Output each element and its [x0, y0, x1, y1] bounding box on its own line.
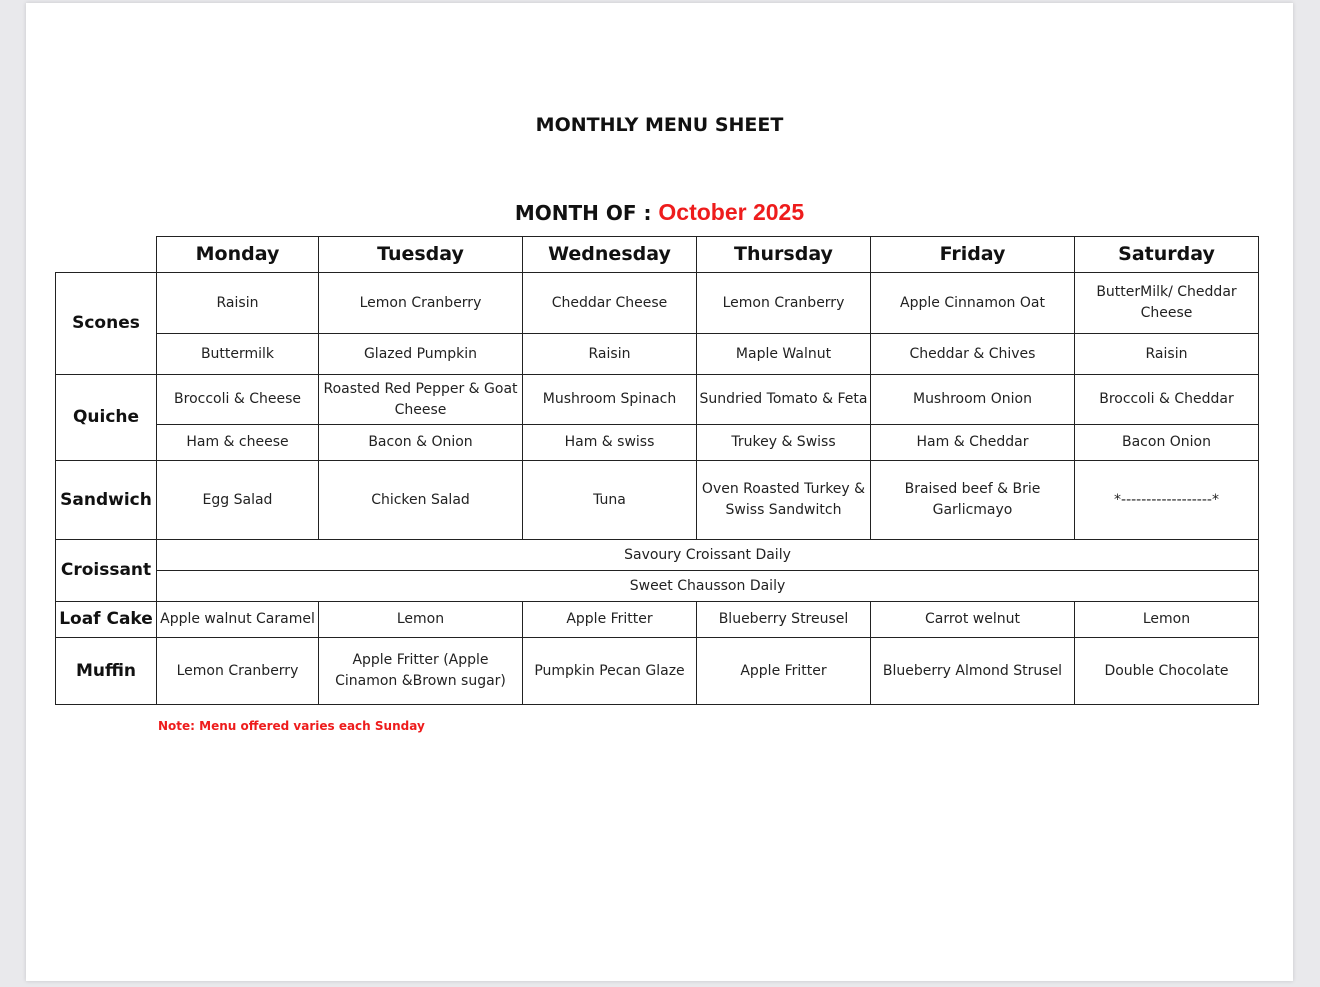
menu-cell: Bacon Onion	[1074, 424, 1259, 461]
menu-cell: Cheddar & Chives	[870, 333, 1075, 375]
menu-cell: Lemon Cranberry	[156, 637, 319, 705]
menu-cell: Apple walnut Caramel	[156, 601, 319, 638]
menu-cell: Lemon	[1074, 601, 1259, 638]
menu-cell: Apple Fritter	[696, 637, 871, 705]
menu-cell: Braised beef & Brie Garlicmayo	[870, 460, 1075, 540]
menu-cell: Pumpkin Pecan Glaze	[522, 637, 697, 705]
menu-cell: Broccoli & Cheddar	[1074, 374, 1259, 425]
menu-cell: Mushroom Spinach	[522, 374, 697, 425]
menu-cell: Lemon Cranberry	[318, 272, 523, 334]
menu-cell: Lemon	[318, 601, 523, 638]
category-muffin: Muffin	[55, 637, 157, 705]
menu-page	[26, 3, 1293, 981]
menu-cell: Chicken Salad	[318, 460, 523, 540]
menu-cell: Maple Walnut	[696, 333, 871, 375]
menu-cell: Apple Fritter	[522, 601, 697, 638]
footnote: Note: Menu offered varies each Sunday	[158, 719, 425, 733]
menu-cell: Ham & cheese	[156, 424, 319, 461]
menu-cell: *------------------*	[1074, 460, 1259, 540]
menu-cell: Double Chocolate	[1074, 637, 1259, 705]
day-header-tuesday: Tuesday	[318, 236, 523, 273]
menu-cell: Carrot welnut	[870, 601, 1075, 638]
day-header-saturday: Saturday	[1074, 236, 1259, 273]
menu-cell: Ham & swiss	[522, 424, 697, 461]
month-value: October 2025	[658, 199, 805, 225]
menu-cell: Bacon & Onion	[318, 424, 523, 461]
menu-cell: Ham & Cheddar	[870, 424, 1075, 461]
day-header-wednesday: Wednesday	[522, 236, 697, 273]
menu-cell: ButterMilk/ Cheddar Cheese	[1074, 272, 1259, 334]
menu-cell: Tuna	[522, 460, 697, 540]
menu-cell: Lemon Cranberry	[696, 272, 871, 334]
menu-cell: Raisin	[156, 272, 319, 334]
menu-cell: Buttermilk	[156, 333, 319, 375]
menu-cell: Raisin	[522, 333, 697, 375]
menu-cell: Trukey & Swiss	[696, 424, 871, 461]
menu-cell: Oven Roasted Turkey & Swiss Sandwitch	[696, 460, 871, 540]
menu-cell: Broccoli & Cheese	[156, 374, 319, 425]
category-sandwich: Sandwich	[55, 460, 157, 540]
menu-cell: Roasted Red Pepper & Goat Cheese	[318, 374, 523, 425]
menu-cell: Glazed Pumpkin	[318, 333, 523, 375]
croissant-savoury-cell: Savoury Croissant Daily	[156, 539, 1259, 571]
croissant-sweet-cell: Sweet Chausson Daily	[156, 570, 1259, 602]
month-heading	[26, 199, 1293, 226]
menu-cell: Blueberry Streusel	[696, 601, 871, 638]
menu-cell: Blueberry Almond Strusel	[870, 637, 1075, 705]
menu-cell: Cheddar Cheese	[522, 272, 697, 334]
menu-cell: Raisin	[1074, 333, 1259, 375]
menu-cell: Mushroom Onion	[870, 374, 1075, 425]
menu-cell: Sundried Tomato & Feta	[696, 374, 871, 425]
category-scones: Scones	[55, 272, 157, 375]
category-loaf-cake: Loaf Cake	[55, 601, 157, 638]
menu-cell: Apple Fritter (Apple Cinamon &Brown sugar)	[318, 637, 523, 705]
day-header-thursday: Thursday	[696, 236, 871, 273]
menu-cell: Egg Salad	[156, 460, 319, 540]
category-quiche: Quiche	[55, 374, 157, 461]
page-title: MONTHLY MENU SHEET	[535, 114, 784, 136]
menu-cell: Apple Cinnamon Oat	[870, 272, 1075, 334]
category-croissant: Croissant	[55, 539, 157, 602]
month-label: MONTH OF :	[514, 201, 659, 225]
day-header-monday: Monday	[156, 236, 319, 273]
day-header-friday: Friday	[870, 236, 1075, 273]
